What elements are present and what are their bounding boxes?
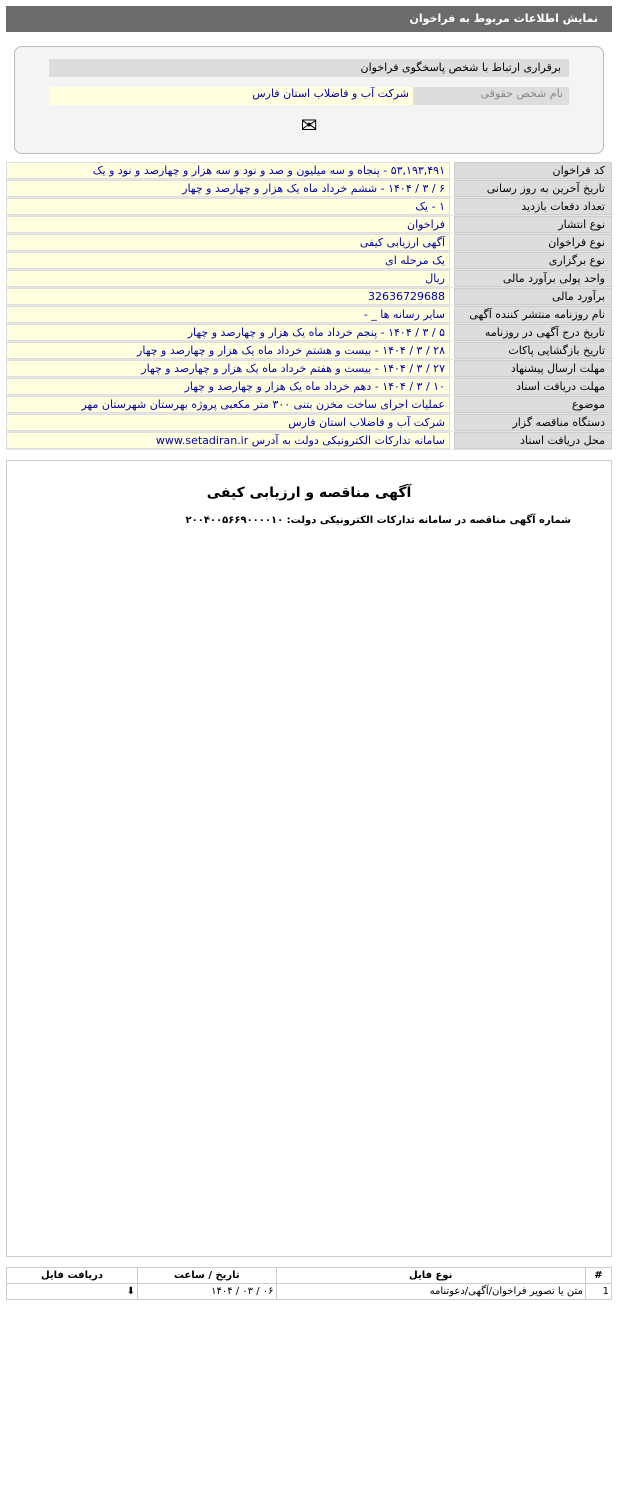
detail-label: مهلت ارسال پیشنهاد <box>454 360 612 377</box>
detail-label: محل دریافت اسناد <box>454 432 612 449</box>
contact-header: برقراری ارتباط با شخص پاسخگوی فراخوان <box>49 59 569 77</box>
detail-row <box>6 342 612 360</box>
files-table <box>6 1267 612 1300</box>
file-cell: متن یا تصویر فراخوان/آگهی/دعوتنامه <box>276 1284 585 1300</box>
detail-row <box>6 234 612 252</box>
detail-value: عملیات اجرای ساخت مخزن بتنی ۳۰۰ متر مکعبی پروژه بهرستان شهرستان مهر <box>6 396 450 413</box>
detail-value: سایر رسانه ها _ - <box>6 306 450 323</box>
file-col-header: نوع فایل <box>276 1268 585 1284</box>
envelope-icon[interactable]: ✉ <box>300 113 318 137</box>
detail-label: تاریخ آخرین به روز رسانی <box>454 180 612 197</box>
detail-label: دستگاه مناقصه گزار <box>454 414 612 431</box>
detail-label: نام روزنامه منتشر کننده آگهی <box>454 306 612 323</box>
file-cell: ۰۶ / ۰۳ / ۱۴۰۴ <box>138 1284 277 1300</box>
detail-value: یک مرحله ای <box>6 252 450 269</box>
file-col-header: # <box>585 1268 611 1284</box>
detail-row <box>6 414 612 432</box>
detail-value: فراخوان <box>6 216 450 233</box>
detail-row <box>6 324 612 342</box>
detail-value: ۲۷ / ۳ / ۱۴۰۴ - بیست و هفتم خرداد ماه یک هزار و چهارصد و چهار <box>6 360 450 377</box>
download-icon[interactable]: ⬇ <box>7 1284 138 1300</box>
detail-value: ۲۸ / ۳ / ۱۴۰۴ - بیست و هشتم خرداد ماه یک هزار و چهارصد و چهار <box>6 342 450 359</box>
detail-row <box>6 360 612 378</box>
detail-label: نوع برگزاری <box>454 252 612 269</box>
contact-box <box>14 46 604 154</box>
file-cell: 1 <box>585 1284 611 1300</box>
detail-label: واحد پولی برآورد مالی <box>454 270 612 287</box>
contact-label: نام شخص حقوقی <box>413 87 569 105</box>
detail-row <box>6 288 612 306</box>
page-title: نمایش اطلاعات مربوط به فراخوان <box>6 6 612 32</box>
detail-row <box>6 396 612 414</box>
file-col-header: تاریخ / ساعت <box>138 1268 277 1284</box>
detail-row <box>6 180 612 198</box>
detail-label: موضوع <box>454 396 612 413</box>
detail-value: ۶ / ۳ / ۱۴۰۴ - ششم خرداد ماه یک هزار و چهارصد و چهار <box>6 180 450 197</box>
detail-value: ۵۳,۱۹۳,۴۹۱ - پنجاه و سه میلیون و صد و نود و سه هزار و چهارصد و نود و یک <box>6 162 450 179</box>
detail-value: ۱ - یک <box>6 198 450 215</box>
detail-value: آگهی ارزیابی کیفی <box>6 234 450 251</box>
doc-line: شماره آگهی مناقصه در سامانه تدارکات الکترونیکی دولت: ۲۰۰۴۰۰۵۶۶۹۰۰۰۰۱۰ <box>185 515 571 526</box>
detail-row <box>6 432 612 450</box>
file-col-header: دریافت فایل <box>7 1268 138 1284</box>
detail-label: تاریخ درج آگهی در روزنامه <box>454 324 612 341</box>
details-table <box>0 162 618 450</box>
detail-row <box>6 306 612 324</box>
detail-row <box>6 378 612 396</box>
detail-row <box>6 216 612 234</box>
detail-value: ریال <box>6 270 450 287</box>
detail-label: تاریخ بازگشایی پاکات <box>454 342 612 359</box>
doc-title: آگهی مناقصه و ارزیابی کیفی <box>206 485 412 501</box>
tender-document-image <box>6 460 612 1257</box>
detail-value: سامانه تدارکات الکترونیکی دولت به آدرس www.setadiran.ir <box>6 432 450 449</box>
detail-row <box>6 270 612 288</box>
detail-row <box>6 252 612 270</box>
detail-row <box>6 162 612 180</box>
detail-value: ۱۰ / ۳ / ۱۴۰۴ - دهم خرداد ماه یک هزار و چهارصد و چهار <box>6 378 450 395</box>
detail-label: برآورد مالی <box>454 288 612 305</box>
detail-value: 32636729688 <box>6 288 450 305</box>
detail-value: ۵ / ۳ / ۱۴۰۴ - پنجم خرداد ماه یک هزار و چهارصد و چهار <box>6 324 450 341</box>
detail-row <box>6 198 612 216</box>
detail-label: کد فراخوان <box>454 162 612 179</box>
detail-label: تعداد دفعات بازدید <box>454 198 612 215</box>
detail-label: نوع فراخوان <box>454 234 612 251</box>
detail-label: مهلت دریافت اسناد <box>454 378 612 395</box>
detail-label: نوع انتشار <box>454 216 612 233</box>
contact-value: شرکت آب و فاضلاب استان فارس <box>49 87 413 105</box>
detail-value: شرکت آب و فاضلاب استان فارس <box>6 414 450 431</box>
